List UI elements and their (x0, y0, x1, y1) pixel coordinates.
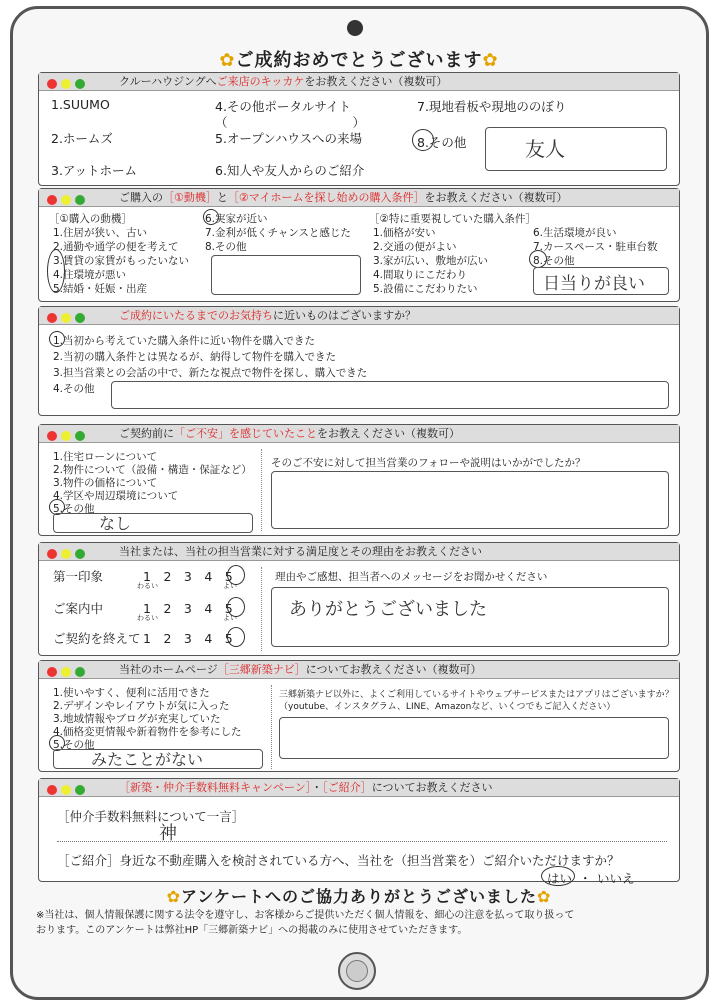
followup-question: そのご不安に対して担当営業のフォローや説明はいかがでしたか？ (271, 457, 586, 469)
q-text: ・ (311, 781, 323, 794)
traffic-dots (47, 311, 89, 329)
handwritten-answer: 神 (159, 823, 177, 844)
paren-blank: （ ） (215, 115, 366, 130)
rating-label-guidance: ご案内中 (53, 601, 104, 616)
option-4[interactable]: 4.その他 (53, 383, 95, 395)
divider (261, 567, 262, 651)
thanks-heading (0, 884, 718, 907)
option-1[interactable]: 1.SUUMO (51, 97, 110, 112)
privacy-note-line2: おります。このアンケートは弊社HP「三郷新築ナビ」への掲載のみに使用させていただきます。 (36, 925, 468, 936)
q-highlight: ご成約にいたるまでのお気持ち (119, 309, 273, 322)
condition-2[interactable]: 2.交通の便がよい (373, 241, 457, 253)
flower-icon: ✿ (166, 887, 181, 906)
q-text: 当社または、当社の担当営業に対する満足度とその理由をお教えください (119, 545, 482, 558)
condition-4[interactable]: 4.間取りにこだわり (373, 269, 468, 281)
option-4[interactable]: 4.学区や周辺環境について (53, 490, 179, 502)
option-7[interactable]: 7.現地看板や現地ののぼり (417, 99, 567, 114)
fee-comment-line[interactable] (57, 841, 667, 842)
circle-mark (541, 866, 575, 886)
option-3[interactable]: 3.担当営業との会話の中で、新たな視点で物件を探し、購入できた (53, 367, 368, 379)
fee-comment-label: ［仲介手数料無料について一言］ (57, 809, 245, 824)
handwritten-answer: なし (99, 514, 132, 533)
scale-low-label: わるい (137, 614, 158, 622)
option-2[interactable]: 2.当初の購入条件とは異なるが、納得して物件を購入できた (53, 351, 337, 363)
traffic-dots (47, 783, 89, 801)
motive-4[interactable]: 4.住環境が悪い (53, 269, 127, 281)
section-header (39, 425, 679, 443)
section-campaign (38, 778, 680, 886)
section-anxiety (38, 424, 680, 536)
other-sites-hint: （youtube、インスタグラム、LINE、Amazonなど、いくつでもご記入ください） (279, 702, 616, 712)
other-input-box[interactable] (485, 127, 667, 171)
section-feeling (38, 306, 680, 416)
page-title (0, 46, 718, 72)
rating-scale-3[interactable]: 1 2 3 4 5 (143, 631, 233, 646)
divider (261, 449, 262, 531)
q-text: に近いものはございますか？ (273, 309, 416, 322)
home-button[interactable] (338, 952, 376, 990)
handwritten-answer: 友人 (525, 137, 565, 161)
home-button-inner (346, 960, 368, 982)
other-input-box[interactable] (111, 381, 669, 409)
motive-other-box[interactable] (211, 255, 361, 295)
option-1[interactable]: 1.住宅ローンについて (53, 451, 158, 463)
traffic-dots (47, 77, 89, 95)
traffic-dots (47, 429, 89, 447)
condition-header: ［②特に重要視していた購入条件］ (369, 213, 536, 225)
section-purchase-motive (38, 188, 680, 302)
camera-icon (347, 20, 363, 36)
section-homepage (38, 660, 680, 772)
q-text: をお教えください（複数可） (424, 191, 568, 204)
circle-mark (412, 129, 434, 151)
motive-7[interactable]: 7.金利が低くチャンスと感じた (205, 227, 351, 239)
other-sites-input-box[interactable] (279, 717, 669, 759)
motive-2[interactable]: 2.通勤や通学の便を考えて (53, 241, 179, 253)
q-highlight: ［②マイホームを探し始めの購入条件］ (227, 191, 425, 204)
option-5[interactable]: 5.オープンハウスへの来場 (215, 131, 363, 146)
motive-1[interactable]: 1.住居が狭い、古い (53, 227, 148, 239)
q-highlight: 「ご不安」を感じていたこと (174, 427, 317, 440)
traffic-dots (47, 547, 89, 565)
section-header (39, 661, 679, 679)
circle-mark (529, 250, 547, 268)
circle-mark (47, 249, 65, 293)
scale-high-label: よい (223, 582, 237, 590)
referral-separator: ・ (579, 871, 592, 886)
handwritten-answer: ありがとうございました (289, 599, 487, 620)
motive-6[interactable]: 6.実家が近い (205, 213, 268, 225)
condition-5[interactable]: 5.設備にこだわりたい (373, 283, 478, 295)
option-4[interactable]: 4.その他ポータルサイト (215, 99, 352, 114)
motive-header: ［①購入の動機］ (49, 213, 132, 225)
q-text: をお教えください（複数可） (317, 427, 460, 440)
option-3[interactable]: 3.アットホーム (51, 163, 138, 178)
flower-icon: ✿ (219, 50, 236, 71)
q-highlight: ご来店のキッカケ (216, 75, 305, 88)
divider (271, 685, 272, 769)
q-text: をお教えください（複数可） (304, 75, 448, 88)
section-header (39, 543, 679, 561)
section-header (39, 73, 679, 91)
flower-icon: ✿ (482, 50, 499, 71)
traffic-dots (47, 665, 89, 683)
condition-8[interactable]: 8.その他 (533, 255, 575, 267)
rating-scale-1[interactable]: 1 2 3 4 5 (143, 569, 233, 584)
circle-mark (227, 627, 245, 647)
circle-mark (49, 331, 65, 347)
other-input-box[interactable] (53, 513, 253, 533)
section-satisfaction (38, 542, 680, 656)
option-2[interactable]: 2.ホームズ (51, 131, 113, 146)
condition-6[interactable]: 6.生活環境が良い (533, 227, 617, 239)
option-2[interactable]: 2.物件について（設備・構造・保証など） (53, 464, 252, 476)
condition-1[interactable]: 1.価格が安い (373, 227, 436, 239)
referral-no[interactable]: いいえ (597, 871, 635, 886)
q-highlight: ［ご紹介］ (322, 781, 372, 794)
condition-7[interactable]: 7.カースペース・駐車台数 (533, 241, 658, 253)
circle-mark (227, 597, 245, 617)
option-8[interactable]: 8.その他 (417, 135, 467, 150)
section-header (39, 779, 679, 797)
section-header (39, 189, 679, 207)
thanks-text: アンケートへのご協力ありがとうございました (180, 887, 538, 906)
option-2[interactable]: 2.デザインやレイアウトが気に入った (53, 700, 230, 712)
option-6[interactable]: 6.知人や友人からのご紹介 (215, 163, 365, 178)
section-header (39, 307, 679, 325)
referral-question: ［ご紹介］身近な不動産購入を検討されている方へ、当社を（担当営業を）ご紹介いただけますか？ (57, 853, 620, 868)
q-text: ご契約前に (119, 427, 174, 440)
q-text: クルーハウジングへ (119, 75, 217, 88)
scale-low-label: わるい (137, 582, 158, 590)
option-1[interactable]: 1.使いやすく、便利に活用できた (53, 687, 210, 699)
option-1[interactable]: 1.当初から考えていた購入条件に近い物件を購入できた (53, 335, 316, 347)
option-5[interactable]: 5.その他 (53, 739, 95, 751)
q-highlight: ［三郷新築ナビ］ (217, 663, 306, 676)
privacy-note (36, 908, 686, 938)
handwritten-answer: みたことがない (91, 750, 204, 769)
option-3[interactable]: 3.物件の価格について (53, 477, 158, 489)
q-highlight: ［新築・仲介手数料無料キャンペーン］ (119, 781, 312, 794)
title-text: ご成約おめでとうございます (235, 50, 483, 71)
message-question: 理由やご感想、担当者へのメッセージをお聞かせください (275, 571, 548, 583)
motive-8[interactable]: 8.その他 (205, 241, 247, 253)
other-sites-question: 三郷新築ナビ以外に、よくご利用しているサイトやウェブサービスまたはアプリはございますか？ (279, 690, 674, 700)
motive-3[interactable]: 3.賃貸の家賃がもったいない (53, 255, 190, 267)
q-text: についてお教えください (371, 781, 493, 794)
flower-icon: ✿ (537, 887, 552, 906)
handwritten-answer: 日当りが良い (543, 274, 645, 294)
rating-scale-2[interactable]: 1 2 3 4 5 (143, 601, 233, 616)
traffic-dots (47, 193, 89, 211)
condition-3[interactable]: 3.家が広い、敷地が広い (373, 255, 489, 267)
q-text: についてお教えください（複数可） (305, 663, 482, 676)
privacy-note-line1: ※当社は、個人情報保護に関する法令を遵守し、お客様からご提供いただく個人情報を、細心の注意を払って取り扱って (36, 910, 575, 921)
rating-label-contract: ご契約を終えて (53, 631, 141, 646)
option-4[interactable]: 4.価格変更情報や新着物件を参考にした (53, 726, 242, 738)
scale-high-label: よい (223, 614, 237, 622)
followup-input-box[interactable] (271, 471, 669, 529)
q-text: と (216, 191, 228, 204)
q-text: ご購入の (119, 191, 163, 204)
section-visit-trigger (38, 72, 680, 186)
motive-5[interactable]: 5.結婚・妊娠・出産 (53, 283, 148, 295)
circle-mark (203, 209, 219, 225)
q-text: 当社のホームページ (119, 663, 218, 676)
q-highlight: ［①動機］ (163, 191, 217, 204)
option-3[interactable]: 3.地域情報やブログが充実していた (53, 713, 221, 725)
referral-yes[interactable]: はい (547, 871, 573, 886)
option-5[interactable]: 5.その他 (53, 503, 95, 515)
circle-mark (227, 565, 245, 585)
rating-label-first-impression: 第一印象 (53, 569, 104, 584)
